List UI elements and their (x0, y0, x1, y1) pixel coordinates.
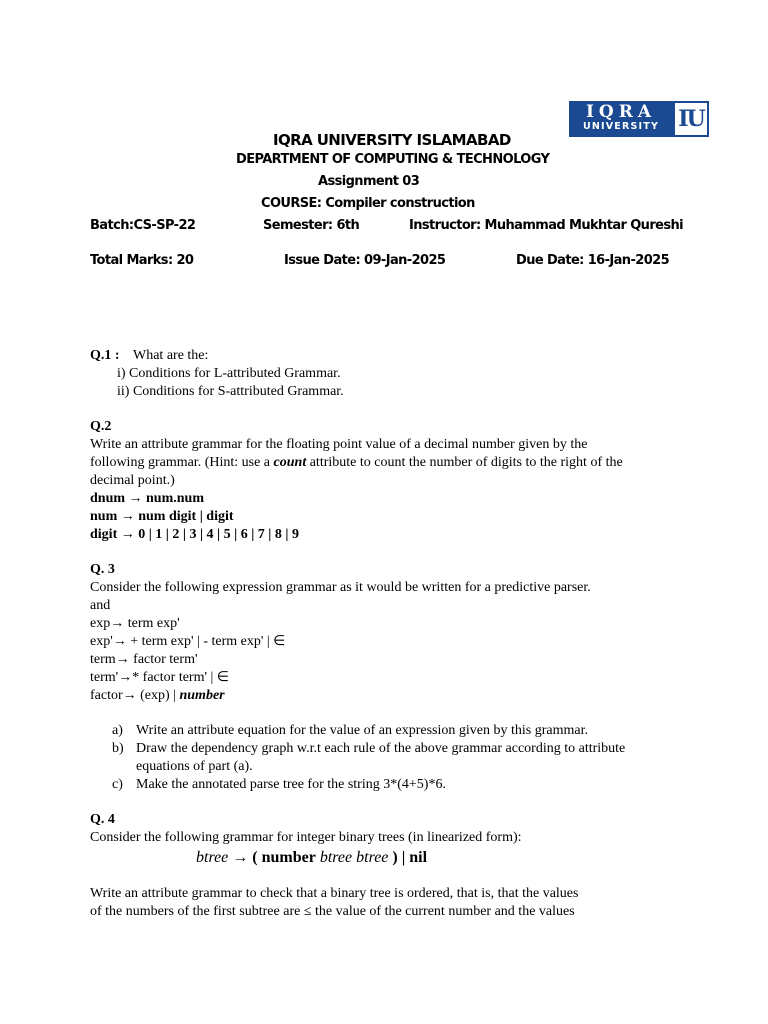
q3-part-a-label: a) (112, 723, 123, 738)
q1-label: Q.1 : (90, 348, 120, 363)
q3-part-a-text: Write an attribute equation for the value of an expression given by this grammar. (136, 723, 588, 738)
semester-label: Semester: 6th (263, 218, 360, 233)
q3-rule-1: exp→ term exp' (90, 616, 180, 631)
logo-banner (569, 101, 673, 137)
total-marks-label: Total Marks: 20 (90, 253, 194, 268)
q2-count-term: count (273, 455, 307, 470)
q4-line-3: of the numbers of the first subtree are ≤ the value of the current number and the values (90, 904, 575, 919)
q2-label: Q.2 (90, 419, 112, 434)
q3-part-b-text-1: Draw the dependency graph w.r.t each rule of the above grammar according to attribute (136, 741, 626, 756)
q3-rule-5 (90, 687, 225, 705)
batch-label: Batch:CS-SP-22 (90, 218, 196, 233)
q3-rule-5-pre: factor→ (exp) | (90, 688, 180, 703)
q4-rule-end: ) | nil (392, 849, 428, 866)
q3-rule-4: term'→* factor term' | ∈ (90, 670, 229, 685)
q1-item-2: ii) Conditions for S-attributed Grammar. (117, 384, 344, 399)
q4-label: Q. 4 (90, 812, 115, 827)
issue-date-label: Issue Date: 09-Jan-2025 (284, 253, 446, 268)
q2-rule-3: digit → 0 | 1 | 2 | 3 | 4 | 5 | 6 | 7 | 8 | 9 (90, 527, 299, 542)
q3-part-b-text-2: equations of part (a). (136, 759, 253, 774)
q4-rule-btree: btree (196, 849, 229, 866)
q3-part-b-label: b) (112, 741, 124, 756)
q4-rule-arrow: → ( (228, 849, 262, 866)
university-title: IQRA UNIVERSITY ISLAMABAD (273, 131, 511, 149)
university-logo (569, 101, 709, 137)
q2-rule-1: dnum → num.num (90, 491, 204, 506)
q2-line-3: decimal point.) (90, 473, 175, 488)
instructor-label: Instructor: Muhammad Mukhtar Qureshi (409, 218, 684, 233)
q3-part-c-text: Make the annotated parse tree for the string 3*(4+5)*6. (136, 777, 446, 792)
q3-line-2: and (90, 598, 111, 613)
q3-line-1: Consider the following expression grammar as it would be written for a predictive parser. (90, 580, 591, 595)
logo-top-text: IQRA (585, 102, 657, 122)
q2-line-2-post: attribute to count the number of digits to the right of the (306, 455, 623, 470)
q2-line-2 (90, 454, 623, 472)
q2-line-1: Write an attribute grammar for the floating point value of a decimal number given by the (90, 437, 588, 452)
q4-line-1: Consider the following grammar for integer binary trees (in linearized form): (90, 830, 522, 845)
q4-rule-number: number (261, 849, 316, 866)
logo-bottom-text: UNIVERSITY (582, 121, 660, 132)
assignment-title: Assignment 03 (318, 174, 420, 189)
q3-label: Q. 3 (90, 562, 115, 577)
q1-prompt: What are the: (133, 348, 209, 363)
q2-rule-2: num → num digit | digit (90, 509, 234, 524)
q3-rule-2: exp'→ + term exp' | - term exp' | ∈ (90, 634, 286, 649)
q4-line-2: Write an attribute grammar to check that a binary tree is ordered, that is, that the values (90, 886, 579, 901)
q2-line-2-pre: following grammar. (Hint: use a (90, 455, 274, 470)
q3-rule-3: term→ factor term' (90, 652, 198, 667)
due-date-label: Due Date: 16-Jan-2025 (516, 253, 670, 268)
q4-rule-subtrees: btree btree (315, 849, 393, 866)
course-title: COURSE: Compiler construction (261, 196, 475, 211)
logo-mark: IU (673, 101, 709, 137)
q4-grammar-rule (196, 848, 427, 868)
q3-number-term: number (179, 688, 225, 703)
department-title: DEPARTMENT OF COMPUTING & TECHNOLOGY (236, 152, 550, 167)
q3-part-c-label: c) (112, 777, 123, 792)
q1-item-1: i) Conditions for L-attributed Grammar. (117, 366, 341, 381)
